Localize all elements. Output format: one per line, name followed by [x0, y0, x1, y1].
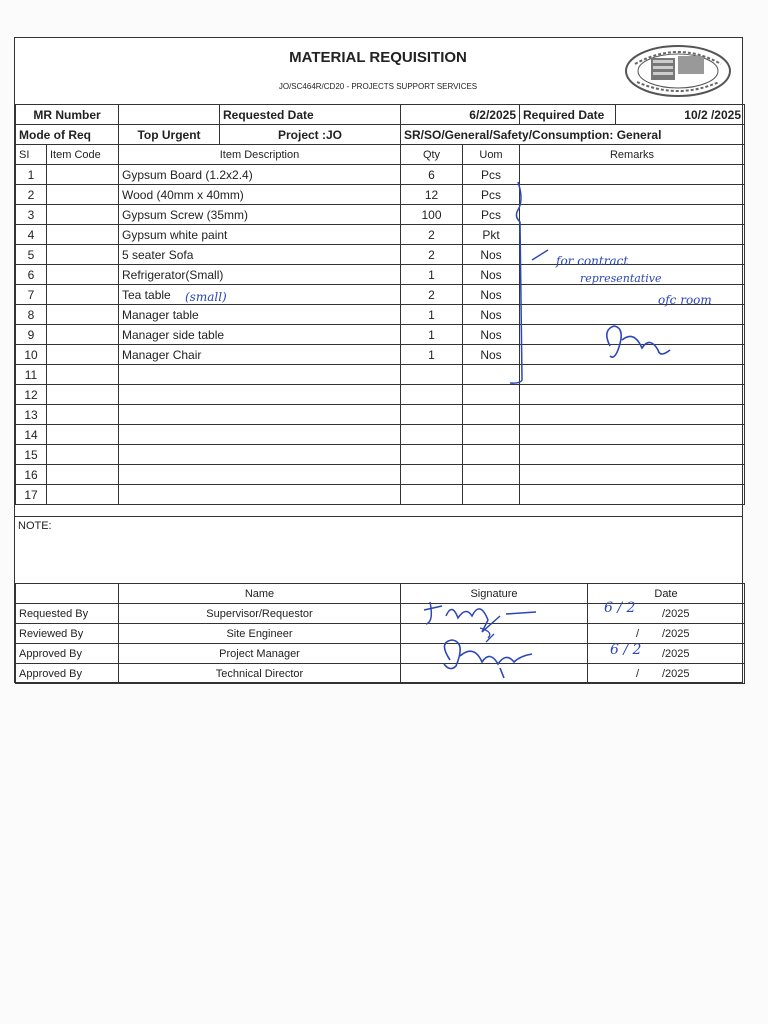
- item-si: 17: [16, 485, 47, 505]
- signoff-date: [588, 664, 745, 684]
- col-item-code: Item Code: [47, 145, 119, 165]
- item-si: 5: [16, 245, 47, 265]
- table-row: [16, 485, 745, 505]
- table-row: [16, 445, 745, 465]
- category-cell: [401, 125, 745, 145]
- item-code: [47, 365, 119, 385]
- item-qty: [401, 365, 463, 385]
- item-remarks: [520, 465, 745, 485]
- item-description: [119, 465, 401, 485]
- category-value: General: [616, 127, 662, 142]
- item-uom: [463, 445, 520, 465]
- signoff-date-year: /2025: [662, 667, 690, 680]
- item-description: Gypsum Screw (35mm): [119, 205, 401, 225]
- item-description: [119, 365, 401, 385]
- item-si: 10: [16, 345, 47, 365]
- signoff-date-year: /2025: [662, 627, 690, 640]
- signoff-date-slash: /: [636, 667, 640, 680]
- note-label: NOTE:: [18, 520, 52, 532]
- item-uom: Nos: [463, 345, 520, 365]
- item-code: [47, 225, 119, 245]
- item-description: [119, 405, 401, 425]
- item-qty: [401, 425, 463, 445]
- signoff-role: Approved By: [16, 644, 119, 664]
- signoff-date-year: /2025: [662, 647, 690, 660]
- signoff-name: Site Engineer: [119, 624, 401, 644]
- item-uom: Pcs: [463, 185, 520, 205]
- item-code: [47, 265, 119, 285]
- item-uom: [463, 465, 520, 485]
- item-qty: 2: [401, 225, 463, 245]
- category-label: SR/SO/General/Safety/Consumption:: [404, 127, 614, 142]
- item-uom: Pkt: [463, 225, 520, 245]
- item-si: 14: [16, 425, 47, 445]
- item-qty: 100: [401, 205, 463, 225]
- required-date-label: Required Date: [520, 105, 616, 125]
- col-uom: Uom: [463, 145, 520, 165]
- required-date-value: 10/2 /2025: [616, 105, 745, 125]
- item-code: [47, 465, 119, 485]
- signoff-row: [16, 664, 745, 684]
- item-qty: [401, 445, 463, 465]
- mode-label: Mode of Req: [16, 125, 119, 145]
- item-code: [47, 185, 119, 205]
- item-code: [47, 425, 119, 445]
- item-si: 11: [16, 365, 47, 385]
- item-uom: Pcs: [463, 165, 520, 185]
- signoff-role-header: [16, 584, 119, 604]
- item-uom: [463, 485, 520, 505]
- form-subtitle: JO/SC464R/CD20 - PROJECTS SUPPORT SERVICES: [278, 82, 478, 91]
- item-si: 8: [16, 305, 47, 325]
- signatures: [420, 592, 550, 682]
- signoff-name: Technical Director: [119, 664, 401, 684]
- item-qty: [401, 465, 463, 485]
- item-uom: Nos: [463, 305, 520, 325]
- item-si: 15: [16, 445, 47, 465]
- item-code: [47, 345, 119, 365]
- item-description: [119, 425, 401, 445]
- item-si: 4: [16, 225, 47, 245]
- item-description: Gypsum white paint: [119, 225, 401, 245]
- project-label: Project :JO: [220, 125, 401, 145]
- item-qty: [401, 405, 463, 425]
- item-uom: Nos: [463, 265, 520, 285]
- item-description: Manager side table: [119, 325, 401, 345]
- item-code: [47, 165, 119, 185]
- item-code: [47, 405, 119, 425]
- item-code: [47, 385, 119, 405]
- table-row: [16, 465, 745, 485]
- signoff-signature-header: Signature: [401, 584, 588, 604]
- tea-table-handnote: (small): [185, 290, 227, 304]
- signoff-name-header: Name: [119, 584, 401, 604]
- item-code: [47, 325, 119, 345]
- item-si: 3: [16, 205, 47, 225]
- item-code: [47, 245, 119, 265]
- requested-date-value: 6/2/2025: [401, 105, 520, 125]
- item-description: Refrigerator(Small): [119, 265, 401, 285]
- item-description: [119, 445, 401, 465]
- column-header-row: [16, 145, 745, 165]
- approved-hand-date: 6 / 2: [610, 642, 642, 658]
- form-header: [15, 38, 741, 104]
- item-description: Manager table: [119, 305, 401, 325]
- item-qty: 12: [401, 185, 463, 205]
- mode-value: Top Urgent: [119, 125, 220, 145]
- item-si: 7: [16, 285, 47, 305]
- signoff-role: Reviewed By: [16, 624, 119, 644]
- item-qty: [401, 385, 463, 405]
- signoff-name: Supervisor/Requestor: [119, 604, 401, 624]
- item-description: Wood (40mm x 40mm): [119, 185, 401, 205]
- signoff-role: Requested By: [16, 604, 119, 624]
- item-qty: 2: [401, 245, 463, 265]
- item-description: [119, 385, 401, 405]
- item-description: Tea table: [119, 285, 401, 305]
- item-uom: [463, 405, 520, 425]
- col-si: SI: [16, 145, 47, 165]
- item-uom: [463, 425, 520, 445]
- remarks-bracket-signature: [510, 180, 750, 390]
- item-qty: 6: [401, 165, 463, 185]
- item-uom: Nos: [463, 285, 520, 305]
- item-si: 6: [16, 265, 47, 285]
- item-remarks: [520, 485, 745, 505]
- item-qty: 1: [401, 325, 463, 345]
- item-remarks: [520, 425, 745, 445]
- mr-number-label: MR Number: [16, 105, 119, 125]
- item-uom: Pcs: [463, 205, 520, 225]
- item-qty: 1: [401, 345, 463, 365]
- item-si: 13: [16, 405, 47, 425]
- signoff-date: [588, 624, 745, 644]
- item-si: 12: [16, 385, 47, 405]
- item-code: [47, 445, 119, 465]
- item-description: 5 seater Sofa: [119, 245, 401, 265]
- item-uom: Nos: [463, 245, 520, 265]
- item-qty: 1: [401, 305, 463, 325]
- item-code: [47, 485, 119, 505]
- requested-date-label: Requested Date: [220, 105, 401, 125]
- remarks-hand-line1: for contract: [556, 254, 629, 268]
- company-logo: [623, 44, 733, 98]
- meta-row-1: [16, 105, 745, 125]
- item-si: 16: [16, 465, 47, 485]
- item-code: [47, 285, 119, 305]
- item-si: 1: [16, 165, 47, 185]
- mr-number-value: [119, 105, 220, 125]
- signoff-date-year: /2025: [662, 607, 690, 620]
- item-uom: Nos: [463, 325, 520, 345]
- item-code: [47, 305, 119, 325]
- signoff-date-slash: /: [636, 627, 640, 640]
- signoff-role: Approved By: [16, 664, 119, 684]
- form-title: MATERIAL REQUISITION: [289, 49, 467, 66]
- remarks-hand-line3: ofc room: [658, 293, 712, 307]
- signoff-name: Project Manager: [119, 644, 401, 664]
- item-si: 2: [16, 185, 47, 205]
- item-qty: 2: [401, 285, 463, 305]
- col-qty: Qty: [401, 145, 463, 165]
- meta-row-2: [16, 125, 745, 145]
- item-si: 9: [16, 325, 47, 345]
- table-row: [16, 405, 745, 425]
- col-description: Item Description: [119, 145, 401, 165]
- item-qty: [401, 485, 463, 505]
- signoff-table: [15, 583, 745, 684]
- item-qty: 1: [401, 265, 463, 285]
- item-description: Gypsum Board (1.2x2.4): [119, 165, 401, 185]
- item-remarks: [520, 445, 745, 465]
- item-description: Manager Chair: [119, 345, 401, 365]
- item-remarks: [520, 405, 745, 425]
- col-remarks: Remarks: [520, 145, 745, 165]
- signoff-date-header: Date: [588, 584, 745, 604]
- requested-hand-date: 6 / 2: [604, 600, 636, 616]
- remarks-hand-line2: representative: [580, 272, 662, 285]
- table-row: [16, 425, 745, 445]
- item-code: [47, 205, 119, 225]
- signoff-row: [16, 624, 745, 644]
- note-section: [15, 516, 742, 576]
- item-description: [119, 485, 401, 505]
